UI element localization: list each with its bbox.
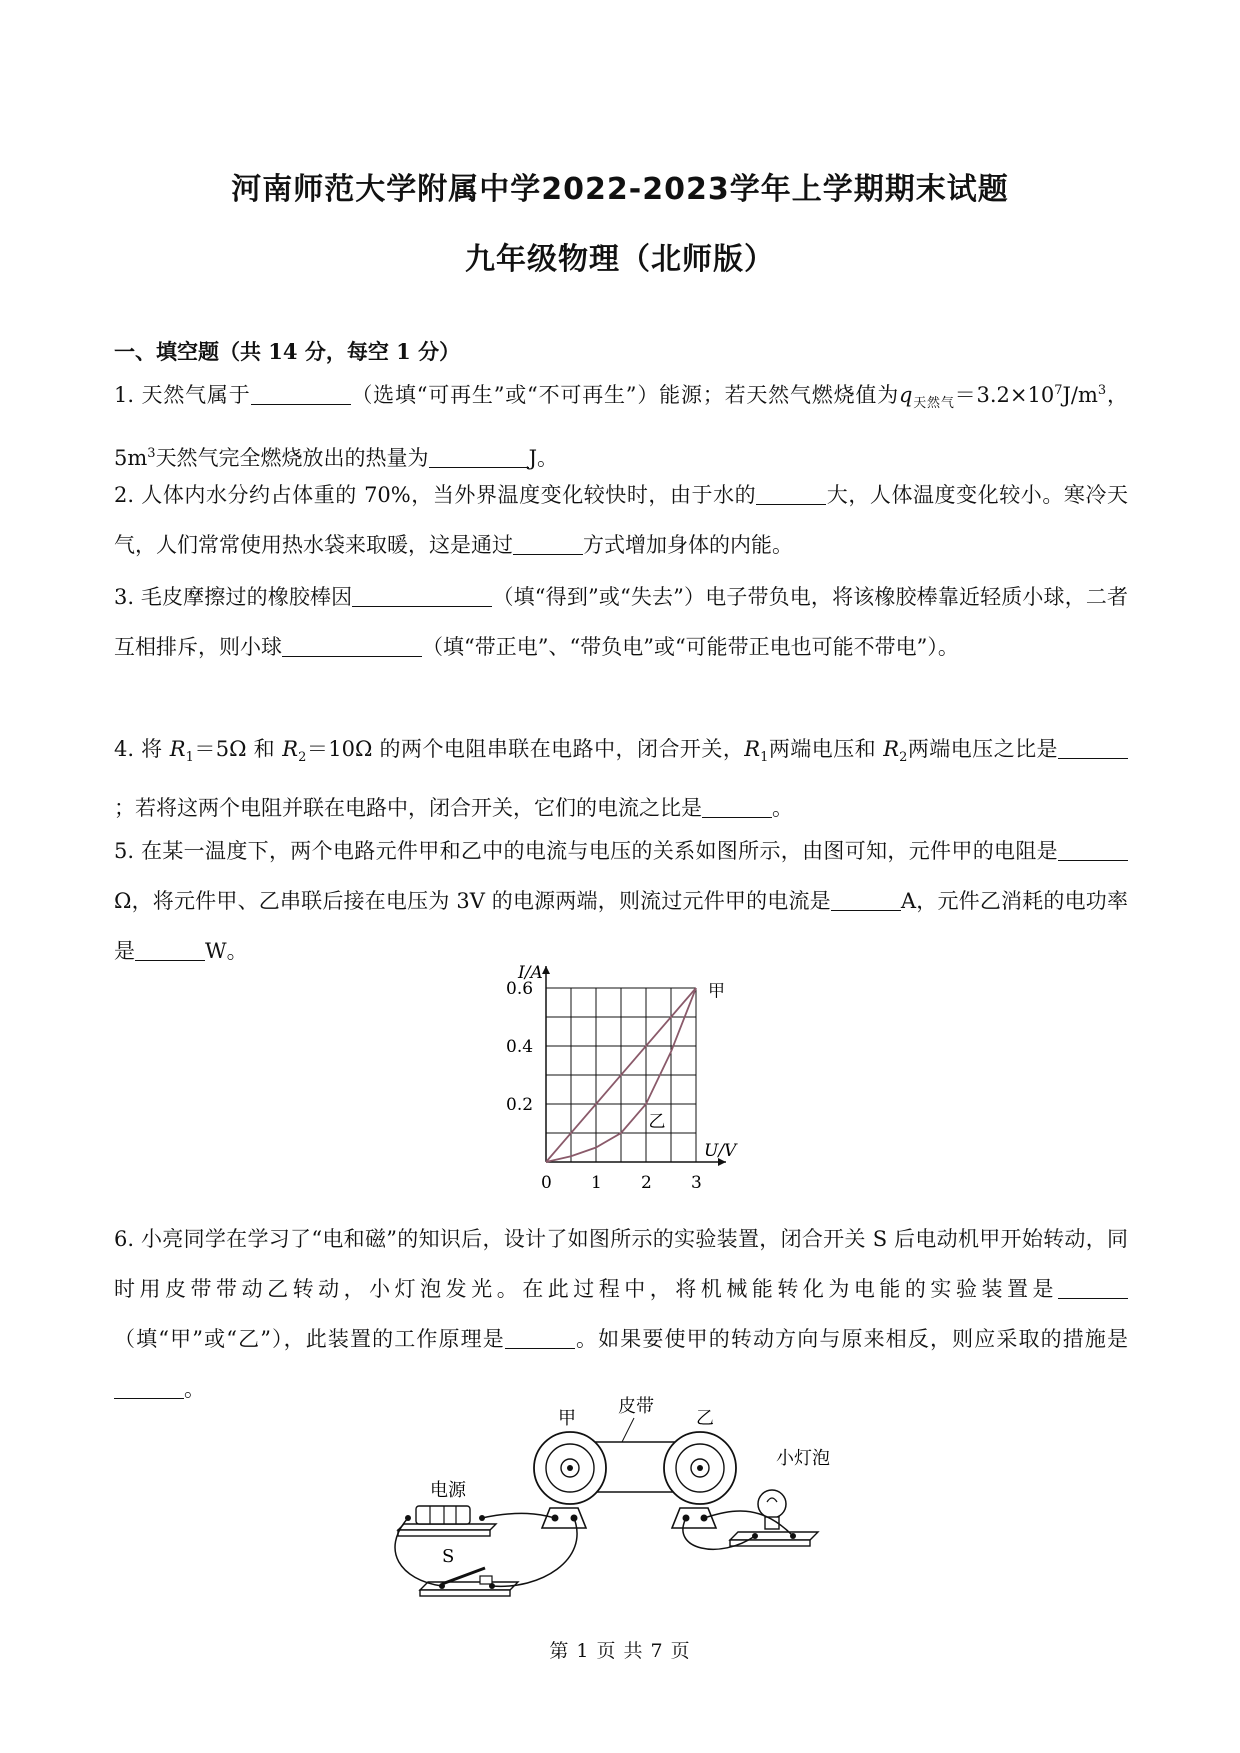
section-heading: 一、填空题（共 14 分，每空 1 分） <box>114 339 461 364</box>
y-tick-label: 0.4 <box>506 1037 534 1057</box>
exam-subtitle: 九年级物理（北师版） <box>465 242 775 277</box>
question-5: 5. 在某一温度下，两个电路元件甲和乙中的电流与电压的关系如图所示，由图可知，元件甲的电阻是Ω，将元件甲、乙串联后接在电压为 3V 的电源两端，则流过元件甲的电流是 A，元件乙消耗的电功率是 W。 <box>114 839 1128 963</box>
y-axis-label: I/A <box>518 963 543 983</box>
answer-blank[interactable] <box>251 382 351 405</box>
series-label-jia: 甲 <box>708 981 725 1002</box>
answer-blank[interactable] <box>1058 736 1128 759</box>
x-tick-label: 2 <box>641 1173 652 1193</box>
generator-yi <box>664 1432 736 1528</box>
answer-blank[interactable] <box>282 634 422 657</box>
answer-blank[interactable] <box>1058 1276 1128 1299</box>
question-3: 3. 毛皮摩擦过的橡胶棒因 （填“得到”或“失去”）电子带负电，将该橡胶棒靠近轻质小球，二者互相排斥，则小球 （填“带正电”、“带负电”或“可能带正电也可能不带电”）。 <box>114 585 1128 659</box>
x-tick-label: 1 <box>591 1173 602 1193</box>
y-axis-arrow <box>542 966 550 974</box>
bulb-label: 小灯泡 <box>776 1448 830 1469</box>
battery-holder <box>398 1506 496 1536</box>
answer-blank[interactable] <box>831 888 901 911</box>
question-4: 4. 将 $R_1=5\Omega$ 和 $R_2=10\Omega$ 的两个电阻串联在电路中，闭合开关，$R_1$两端电压和 $R_2$两端电压之比是；若将这两个电阻并联在电路中，闭合开关，它们的电流之比是 。 <box>114 724 1128 833</box>
answer-blank[interactable] <box>135 938 205 961</box>
switch-label: S <box>442 1546 455 1567</box>
page-footer: 第 1 页 共 7 页 <box>549 1640 691 1662</box>
question-1: 1. 天然气属于 （选填“可再生”或“不可再生”）能源；若天然气燃烧值为$q_{天然气}=3.2\times 10^7J/m^3$，$5m^3$天然气完全燃烧放出的热量为 J。 <box>114 383 1128 471</box>
question-2: 2. 人体内水分约占体重的 70%，当外界温度变化较快时，由于水的 大，人体温度变化较小。寒冷天气，人们常常使用热水袋来取暖，这是通过 方式增加身体的内能。 <box>114 483 1129 557</box>
bulb-on-board <box>730 1490 818 1546</box>
series-label-yi: 乙 <box>648 1112 666 1133</box>
motor-jia-label: 甲 <box>558 1408 576 1429</box>
y-tick-label: 0.2 <box>506 1095 534 1115</box>
motor-generator-apparatus <box>390 1390 860 1620</box>
question-6: 6. 小亮同学在学习了“电和磁”的知识后，设计了如图所示的实验装置，闭合开关 S 后电动机甲开始转动，同时用皮带带动乙转动，小灯泡发光。在此过程中，将机械能转化为电能的实验装置是（填“甲”或“乙”），此装置的工作原理是 。如果要使甲的转动方向与原来相反，则应采取的措施是。 <box>114 1227 1129 1401</box>
answer-blank[interactable] <box>352 584 492 607</box>
answer-blank[interactable] <box>702 795 772 818</box>
motor-jia <box>534 1432 606 1528</box>
x-axis-label: U/V <box>704 1141 737 1161</box>
answer-blank[interactable] <box>513 532 583 555</box>
switch-s <box>420 1568 518 1596</box>
iu-chart <box>500 962 750 1200</box>
wire <box>482 1513 555 1518</box>
x-tick-label: 0 <box>541 1173 552 1193</box>
belt-label: 皮带 <box>618 1396 654 1417</box>
answer-blank[interactable] <box>1058 838 1128 861</box>
answer-blank[interactable] <box>114 1376 184 1399</box>
answer-blank[interactable] <box>429 445 529 468</box>
answer-blank[interactable] <box>505 1326 575 1349</box>
exam-title: 河南师范大学附属中学2022-2023学年上学期期末试题 <box>231 172 1009 207</box>
y-tick-label: 0.6 <box>506 979 534 999</box>
power-label: 电源 <box>430 1480 466 1501</box>
x-tick-label: 3 <box>691 1173 702 1193</box>
answer-blank[interactable] <box>756 482 826 505</box>
generator-yi-label: 乙 <box>696 1408 714 1429</box>
